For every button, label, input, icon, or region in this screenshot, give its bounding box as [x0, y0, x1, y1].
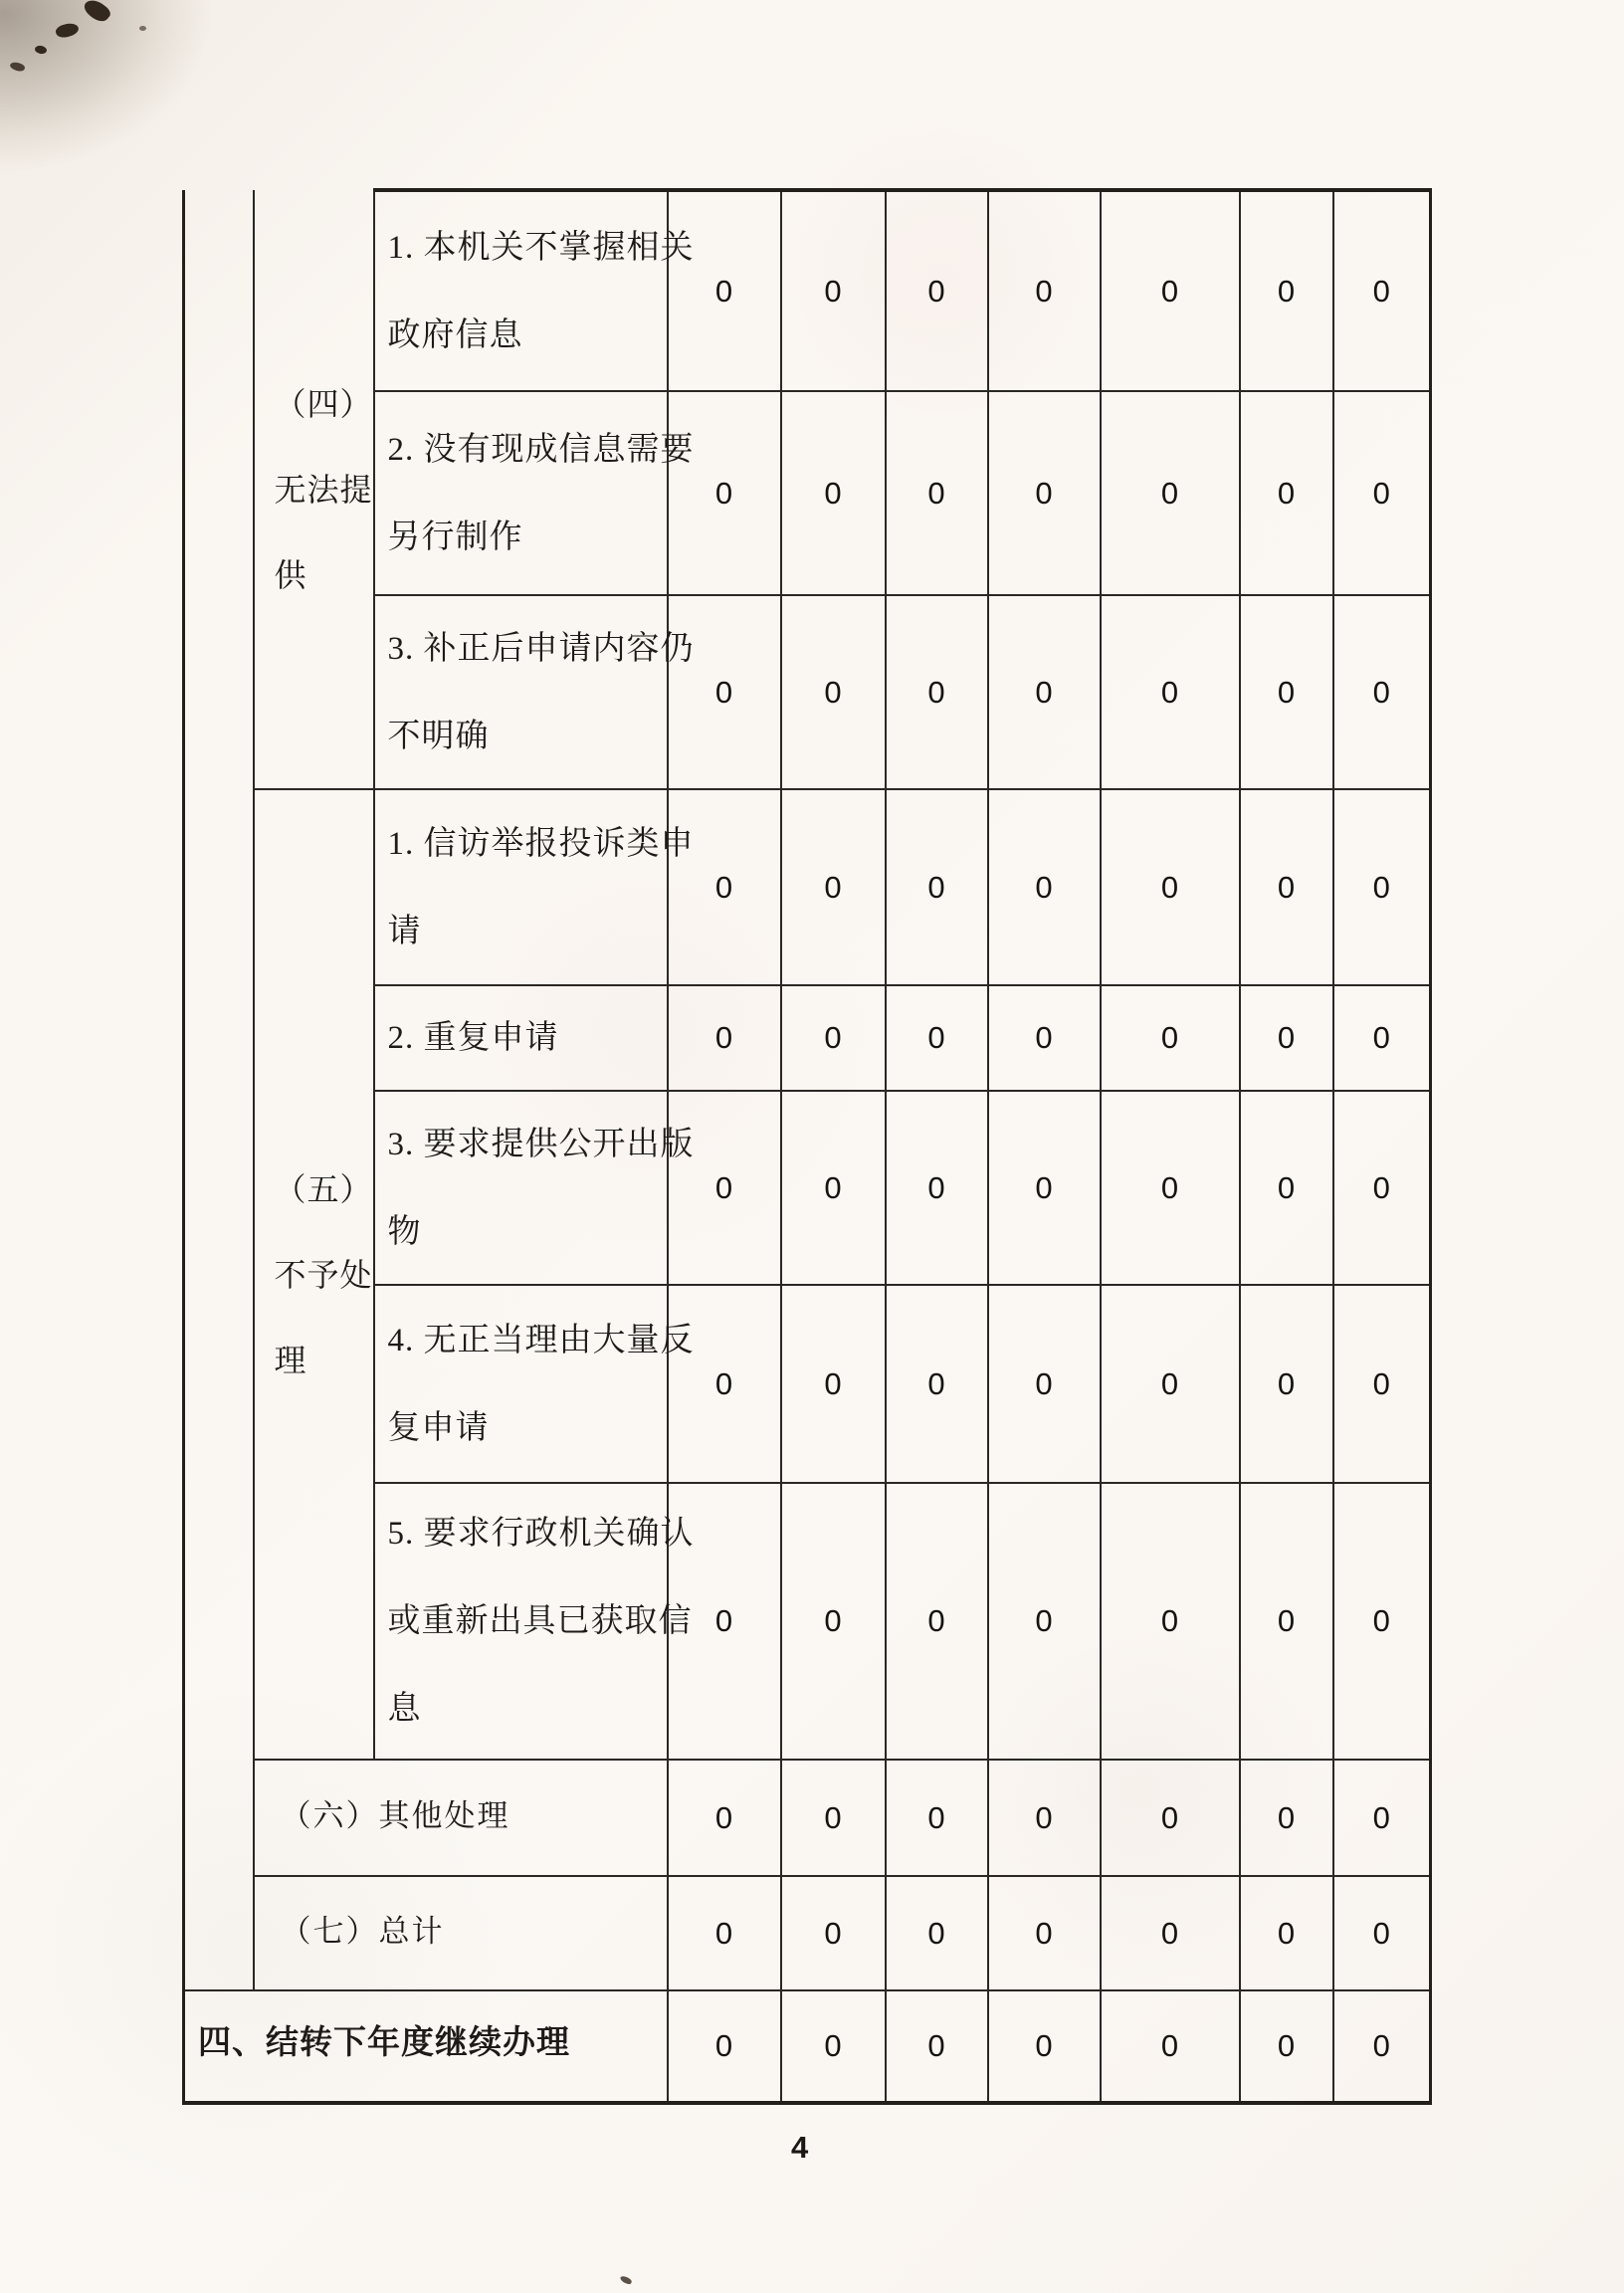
gov-info-disclosure-table: [182, 188, 1432, 2105]
value-cell: 0: [1101, 1091, 1240, 1285]
row-label-line: 3. 补正后申请内容仍: [387, 630, 695, 667]
value-cell: 0: [781, 1091, 886, 1285]
value-cell: 0: [1240, 1483, 1333, 1760]
value-cell: 0: [1333, 789, 1431, 985]
value-cell: 0: [668, 190, 781, 391]
value-cell: 0: [1240, 1876, 1333, 1990]
row-label-cell: [374, 190, 695, 391]
row-label-cell: [374, 1285, 695, 1483]
value-cell: 0: [1333, 190, 1431, 391]
value-cell: 0: [1240, 985, 1333, 1091]
row-label-line: 2. 重复申请: [387, 1020, 559, 1056]
value-cell: 0: [1333, 1285, 1431, 1483]
value-cell: 0: [1101, 1483, 1240, 1760]
value-cell: 0: [988, 985, 1101, 1091]
value-cell: 0: [1333, 985, 1431, 1091]
value-cell: 0: [1101, 1990, 1240, 2103]
value-cell: 0: [781, 985, 886, 1091]
value-cell: 0: [1101, 1876, 1240, 1990]
value-cell: 0: [1333, 1091, 1431, 1285]
value-cell: 0: [886, 1091, 988, 1285]
value-cell: 0: [886, 595, 988, 789]
value-cell: 0: [988, 1091, 1101, 1285]
value-cell: 0: [781, 391, 886, 595]
row-label-line: 4. 无正当理由大量反: [387, 1322, 695, 1358]
value-cell: 0: [1333, 1876, 1431, 1990]
value-cell: 0: [1101, 985, 1240, 1091]
value-cell: 0: [988, 1483, 1101, 1760]
value-cell: 0: [781, 1876, 886, 1990]
value-cell: 0: [1333, 595, 1431, 789]
value-cell: 0: [1240, 1285, 1333, 1483]
row-label-line: 物: [387, 1213, 422, 1250]
table-row: [184, 190, 1431, 391]
value-cell: 0: [1101, 391, 1240, 595]
value-cell: 0: [781, 1990, 886, 2103]
ink-speck: [619, 2275, 632, 2285]
value-cell: 0: [668, 1285, 781, 1483]
value-cell: 0: [781, 1285, 886, 1483]
value-cell: 0: [1333, 1483, 1431, 1760]
value-cell: 0: [668, 1876, 781, 1990]
group-label-line: 不予处: [274, 1256, 373, 1293]
value-cell: 0: [1333, 1760, 1431, 1876]
section-three-continued-cell: [184, 190, 254, 1990]
table-row: [184, 1990, 1431, 2103]
value-cell: 0: [781, 595, 886, 789]
group-label-cell-five: [254, 789, 374, 1760]
ink-speck: [139, 26, 146, 31]
value-cell: 0: [668, 1483, 781, 1760]
value-cell: 0: [1101, 190, 1240, 391]
summary-label-cell: （七）总计: [254, 1876, 668, 1990]
value-cell: 0: [1240, 789, 1333, 985]
value-cell: 0: [1101, 1760, 1240, 1876]
value-cell: 0: [988, 1760, 1101, 1876]
value-cell: 0: [781, 190, 886, 391]
value-cell: 0: [1333, 391, 1431, 595]
value-cell: 0: [668, 595, 781, 789]
row-label-cell: [374, 1091, 695, 1285]
row-label-line: 复申请: [387, 1409, 490, 1446]
value-cell: 0: [886, 190, 988, 391]
row-label-cell: [374, 595, 695, 789]
value-cell: 0: [988, 1285, 1101, 1483]
group-label-line: （五）: [274, 1170, 373, 1207]
value-cell: 0: [1101, 789, 1240, 985]
value-cell: 0: [668, 789, 781, 985]
table-row: [184, 1876, 1431, 1990]
page-number: 4: [791, 2130, 809, 2165]
group-label-line: 理: [274, 1342, 307, 1378]
value-cell: 0: [668, 1760, 781, 1876]
row-label-cell: [374, 985, 668, 1091]
value-cell: 0: [668, 1990, 781, 2103]
value-cell: 0: [1240, 190, 1333, 391]
group-label-line: （四）: [274, 385, 373, 422]
value-cell: 0: [1333, 1990, 1431, 2103]
value-cell: 0: [988, 391, 1101, 595]
table-row: [184, 1760, 1431, 1876]
value-cell: 0: [886, 1760, 988, 1876]
value-cell: 0: [988, 190, 1101, 391]
row-label-cell: [374, 391, 695, 595]
row-label-line: 请: [387, 913, 422, 949]
row-label-line: 或重新出具已获取信: [387, 1603, 693, 1639]
value-cell: 0: [988, 789, 1101, 985]
value-cell: 0: [781, 789, 886, 985]
row-label-line: 1. 信访举报投诉类申: [387, 825, 695, 862]
value-cell: 0: [988, 1876, 1101, 1990]
value-cell: 0: [1240, 391, 1333, 595]
carryover-label-cell: 四、结转下年度继续办理: [184, 1990, 668, 2103]
value-cell: 0: [886, 391, 988, 595]
row-label-cell: [374, 1483, 695, 1760]
value-cell: 0: [1240, 1990, 1333, 2103]
row-label-line: 3. 要求提供公开出版: [387, 1126, 695, 1162]
row-label-line: 1. 本机关不掌握相关: [387, 229, 695, 266]
group-label-line: 无法提: [274, 471, 373, 508]
row-label-cell: [374, 789, 695, 985]
value-cell: 0: [781, 1760, 886, 1876]
value-cell: 0: [781, 1483, 886, 1760]
row-label-line: 不明确: [387, 718, 490, 754]
value-cell: 0: [668, 985, 781, 1091]
group-label-line: 供: [274, 556, 307, 593]
value-cell: 0: [1240, 1091, 1333, 1285]
value-cell: 0: [886, 789, 988, 985]
row-label-line: 2. 没有现成信息需要: [387, 431, 695, 468]
value-cell: 0: [886, 1483, 988, 1760]
value-cell: 0: [668, 1091, 781, 1285]
group-label-cell-four: [254, 190, 374, 789]
table-row: [184, 789, 1431, 985]
value-cell: 0: [988, 595, 1101, 789]
value-cell: 0: [886, 1990, 988, 2103]
value-cell: 0: [886, 985, 988, 1091]
value-cell: 0: [1101, 595, 1240, 789]
value-cell: 0: [1240, 1760, 1333, 1876]
value-cell: 0: [886, 1876, 988, 1990]
row-label-line: 政府信息: [387, 316, 523, 353]
row-label-line: 另行制作: [387, 519, 523, 555]
value-cell: 0: [1101, 1285, 1240, 1483]
value-cell: 0: [668, 391, 781, 595]
value-cell: 0: [988, 1990, 1101, 2103]
row-label-line: 5. 要求行政机关确认: [387, 1516, 695, 1552]
summary-label-cell: （六）其他处理: [254, 1760, 668, 1876]
value-cell: 0: [1240, 595, 1333, 789]
row-label-line: 息: [387, 1691, 422, 1727]
value-cell: 0: [886, 1285, 988, 1483]
